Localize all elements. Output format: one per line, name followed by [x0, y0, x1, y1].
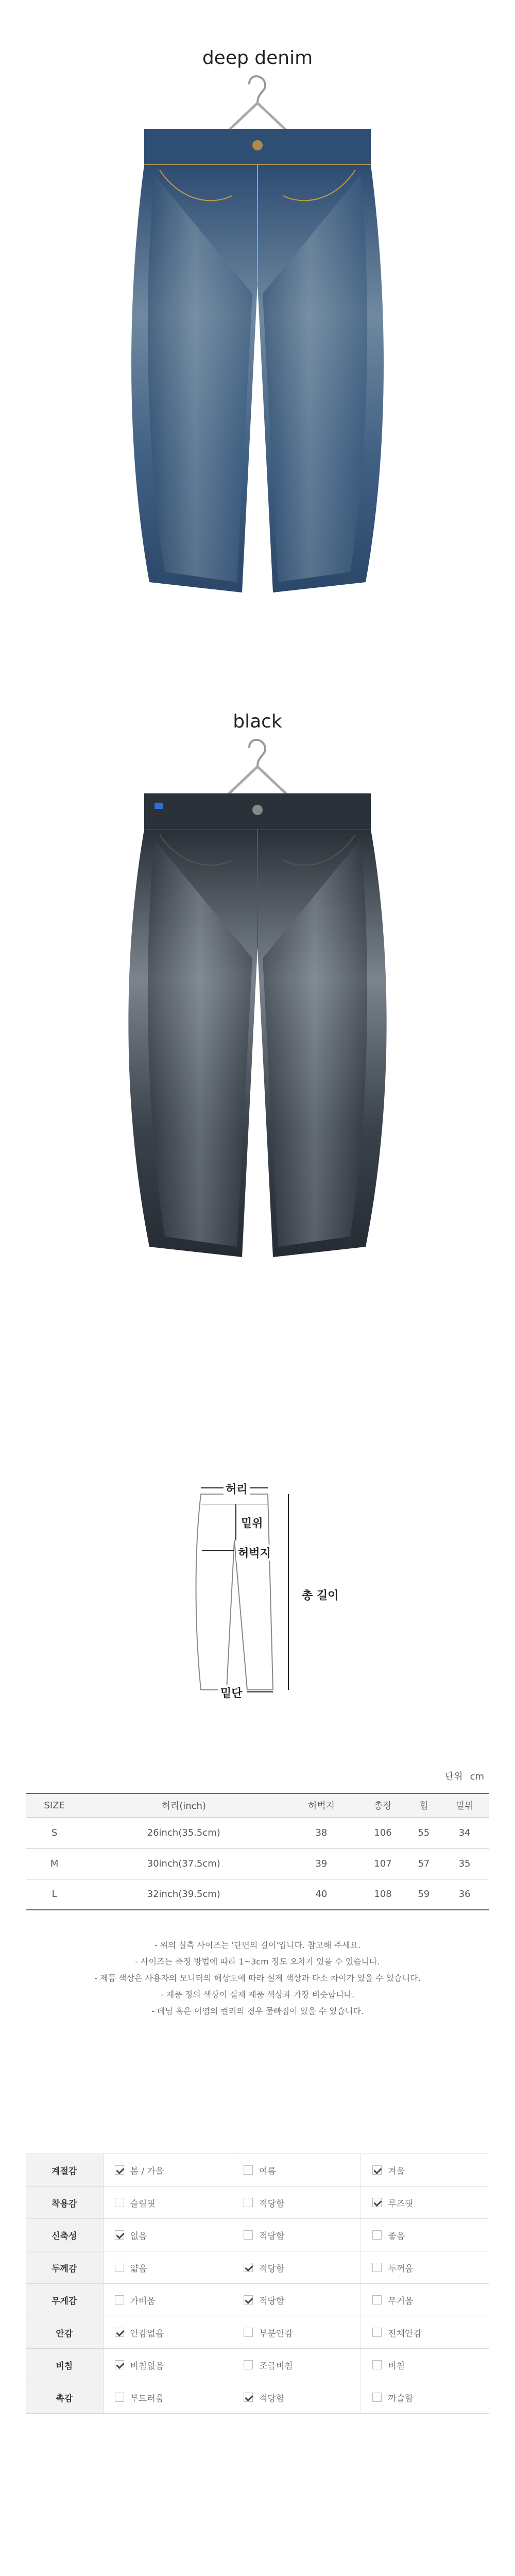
attribute-option-label: 겨울: [388, 2166, 405, 2177]
checked-checkbox-icon: [244, 2393, 253, 2402]
checked-checkbox-icon: [244, 2295, 253, 2304]
attribute-option: [103, 2284, 232, 2316]
table-cell: 35: [440, 1848, 489, 1879]
table-cell: 55: [407, 1817, 440, 1848]
attribute-option: [232, 2381, 361, 2414]
note-line: - 사이즈는 측정 방법에 따라 1~3cm 정도 오차가 있을 수 있습니다.: [135, 1957, 380, 1967]
col-header: 허벅지: [284, 1793, 358, 1817]
size-table: [26, 1793, 489, 1910]
table-cell: M: [26, 1848, 83, 1879]
unchecked-checkbox-icon: [115, 2198, 124, 2207]
attribute-option: [103, 2154, 232, 2187]
unchecked-checkbox-icon: [244, 2165, 253, 2175]
attribute-option: [103, 2219, 232, 2251]
attribute-option: [232, 2219, 361, 2251]
attribute-label: 두께감: [26, 2251, 103, 2284]
unchecked-checkbox-icon: [372, 2328, 382, 2337]
table-cell: S: [26, 1817, 83, 1848]
attribute-option-label: 부분안감: [259, 2328, 293, 2339]
attribute-row: [26, 2251, 489, 2284]
unchecked-checkbox-icon: [244, 2230, 253, 2240]
attribute-option-label: 무거움: [388, 2296, 414, 2307]
attribute-option: [361, 2187, 489, 2219]
attribute-option: [232, 2316, 361, 2349]
attribute-label: 착용감: [26, 2187, 103, 2219]
attribute-row: [26, 2381, 489, 2414]
table-cell: 107: [358, 1848, 408, 1879]
unchecked-checkbox-icon: [244, 2328, 253, 2337]
checked-checkbox-icon: [372, 2165, 382, 2175]
attribute-row: [26, 2219, 489, 2251]
checked-checkbox-icon: [115, 2165, 124, 2175]
attribute-option: [232, 2284, 361, 2316]
unchecked-checkbox-icon: [244, 2198, 253, 2207]
attribute-label: 계절감: [26, 2154, 103, 2187]
attribute-row: [26, 2154, 489, 2187]
attribute-option: [361, 2381, 489, 2414]
size-table-header: [26, 1793, 489, 1817]
attribute-label: 촉감: [26, 2381, 103, 2414]
unchecked-checkbox-icon: [372, 2393, 382, 2402]
note-line: - 제품 정의 색상이 실제 제품 색상과 가장 비슷합니다.: [160, 1990, 355, 1999]
attribute-option-label: 적당함: [259, 2393, 285, 2404]
attribute-option-label: 까슬함: [388, 2393, 414, 2404]
attribute-option: [103, 2251, 232, 2284]
diagram-label-rise: 밑위: [239, 1515, 265, 1531]
table-cell: 106: [358, 1817, 408, 1848]
attribute-option: [103, 2381, 232, 2414]
attribute-option-label: 여름: [259, 2166, 276, 2177]
attribute-option: [361, 2316, 489, 2349]
attribute-option-label: 루즈핏: [388, 2198, 414, 2209]
note-line: - 위의 실측 사이즈는 '단면의 길이'입니다. 참고해 주세요.: [154, 1940, 361, 1950]
attribute-option-label: 전체안감: [388, 2328, 422, 2339]
attribute-option: [232, 2154, 361, 2187]
attribute-option: [232, 2349, 361, 2381]
attribute-row: [26, 2349, 489, 2381]
table-cell: L: [26, 1879, 83, 1910]
diagram-label-length: 총 길이: [300, 1587, 340, 1603]
attribute-option-label: 적당함: [259, 2296, 285, 2307]
attribute-option-label: 가벼움: [130, 2296, 156, 2307]
attribute-option: [361, 2219, 489, 2251]
attribute-option-label: 적당함: [259, 2231, 285, 2242]
unchecked-checkbox-icon: [372, 2263, 382, 2272]
unchecked-checkbox-icon: [372, 2230, 382, 2240]
checked-checkbox-icon: [115, 2230, 124, 2240]
attribute-option-label: 적당함: [259, 2198, 285, 2209]
attribute-option-label: 슬림핏: [130, 2198, 156, 2209]
jeans-photo-deep-denim: [124, 129, 391, 623]
attribute-option: [103, 2349, 232, 2381]
checked-checkbox-icon: [372, 2198, 382, 2207]
table-cell: 39: [284, 1848, 358, 1879]
unit-prefix: 단위: [444, 1771, 463, 1782]
diagram-label-thigh: 허벅지: [236, 1545, 273, 1561]
table-cell: 57: [407, 1848, 440, 1879]
fabric-attribute-table: [26, 2154, 489, 2414]
attribute-option-label: 봄 / 가을: [130, 2166, 164, 2177]
col-header: 밑위: [440, 1793, 489, 1817]
diagram-label-hem: 밑단: [218, 1685, 245, 1701]
attribute-option-label: 두꺼움: [388, 2263, 414, 2274]
note-line: - 제품 색상은 사용자의 모니터의 해상도에 따라 실제 색상과 다소 차이가 있을 수 있습니다.: [94, 1973, 421, 1983]
table-cell: 30inch(37.5cm): [83, 1848, 284, 1879]
attribute-option-label: 좋음: [388, 2231, 405, 2242]
attribute-option: [103, 2187, 232, 2219]
table-row: [26, 1817, 489, 1848]
col-header: 힙: [407, 1793, 440, 1817]
table-cell: 32inch(39.5cm): [83, 1879, 284, 1910]
attribute-option: [361, 2349, 489, 2381]
unit-value: cm: [470, 1771, 484, 1782]
unchecked-checkbox-icon: [115, 2393, 124, 2402]
unchecked-checkbox-icon: [372, 2360, 382, 2369]
col-header: SIZE: [26, 1793, 83, 1817]
attribute-row: [26, 2316, 489, 2349]
attribute-option-label: 안감없음: [130, 2328, 164, 2339]
attribute-option: [361, 2251, 489, 2284]
size-notes: [0, 1937, 515, 2020]
jeans-photo-black: [124, 793, 391, 1288]
attribute-row: [26, 2284, 489, 2316]
col-header: 총장: [358, 1793, 408, 1817]
attribute-option-label: 적당함: [259, 2263, 285, 2274]
unchecked-checkbox-icon: [115, 2263, 124, 2272]
table-cell: 34: [440, 1817, 489, 1848]
size-diagram: [170, 1484, 376, 1710]
table-cell: 108: [358, 1879, 408, 1910]
table-cell: 40: [284, 1879, 358, 1910]
diagram-label-waist: 허리: [224, 1481, 250, 1497]
checked-checkbox-icon: [115, 2360, 124, 2369]
attribute-label: 안감: [26, 2316, 103, 2349]
unchecked-checkbox-icon: [115, 2295, 124, 2304]
attribute-option-label: 비침없음: [130, 2361, 164, 2371]
unit-label: [445, 1769, 484, 1783]
attribute-option-label: 없음: [130, 2231, 147, 2242]
checked-checkbox-icon: [244, 2263, 253, 2272]
attribute-label: 무게감: [26, 2284, 103, 2316]
attribute-row: [26, 2187, 489, 2219]
product-color-title: black: [233, 711, 282, 732]
attribute-option: [361, 2284, 489, 2316]
attribute-label: 신축성: [26, 2219, 103, 2251]
attribute-option: [361, 2154, 489, 2187]
unchecked-checkbox-icon: [244, 2360, 253, 2369]
attribute-option: [103, 2316, 232, 2349]
product-color-title: deep denim: [202, 47, 313, 69]
attribute-option: [232, 2251, 361, 2284]
col-header: 허리(inch): [83, 1793, 284, 1817]
attribute-option-label: 조금비침: [259, 2361, 293, 2371]
attribute-option-label: 비침: [388, 2361, 405, 2371]
table-cell: 26inch(35.5cm): [83, 1817, 284, 1848]
table-cell: 38: [284, 1817, 358, 1848]
pants-outline-icon: [170, 1484, 376, 1710]
table-row: [26, 1848, 489, 1879]
unchecked-checkbox-icon: [372, 2295, 382, 2304]
attribute-label: 비침: [26, 2349, 103, 2381]
table-row: [26, 1879, 489, 1910]
attribute-option-label: 부드러움: [130, 2393, 164, 2404]
note-line: - 데님 혹은 이염의 컬러의 경우 물빠짐이 있을 수 있습니다.: [151, 2006, 364, 2016]
table-cell: 59: [407, 1879, 440, 1910]
attribute-option: [232, 2187, 361, 2219]
table-cell: 36: [440, 1879, 489, 1910]
checked-checkbox-icon: [115, 2328, 124, 2337]
attribute-option-label: 얇음: [130, 2263, 147, 2274]
